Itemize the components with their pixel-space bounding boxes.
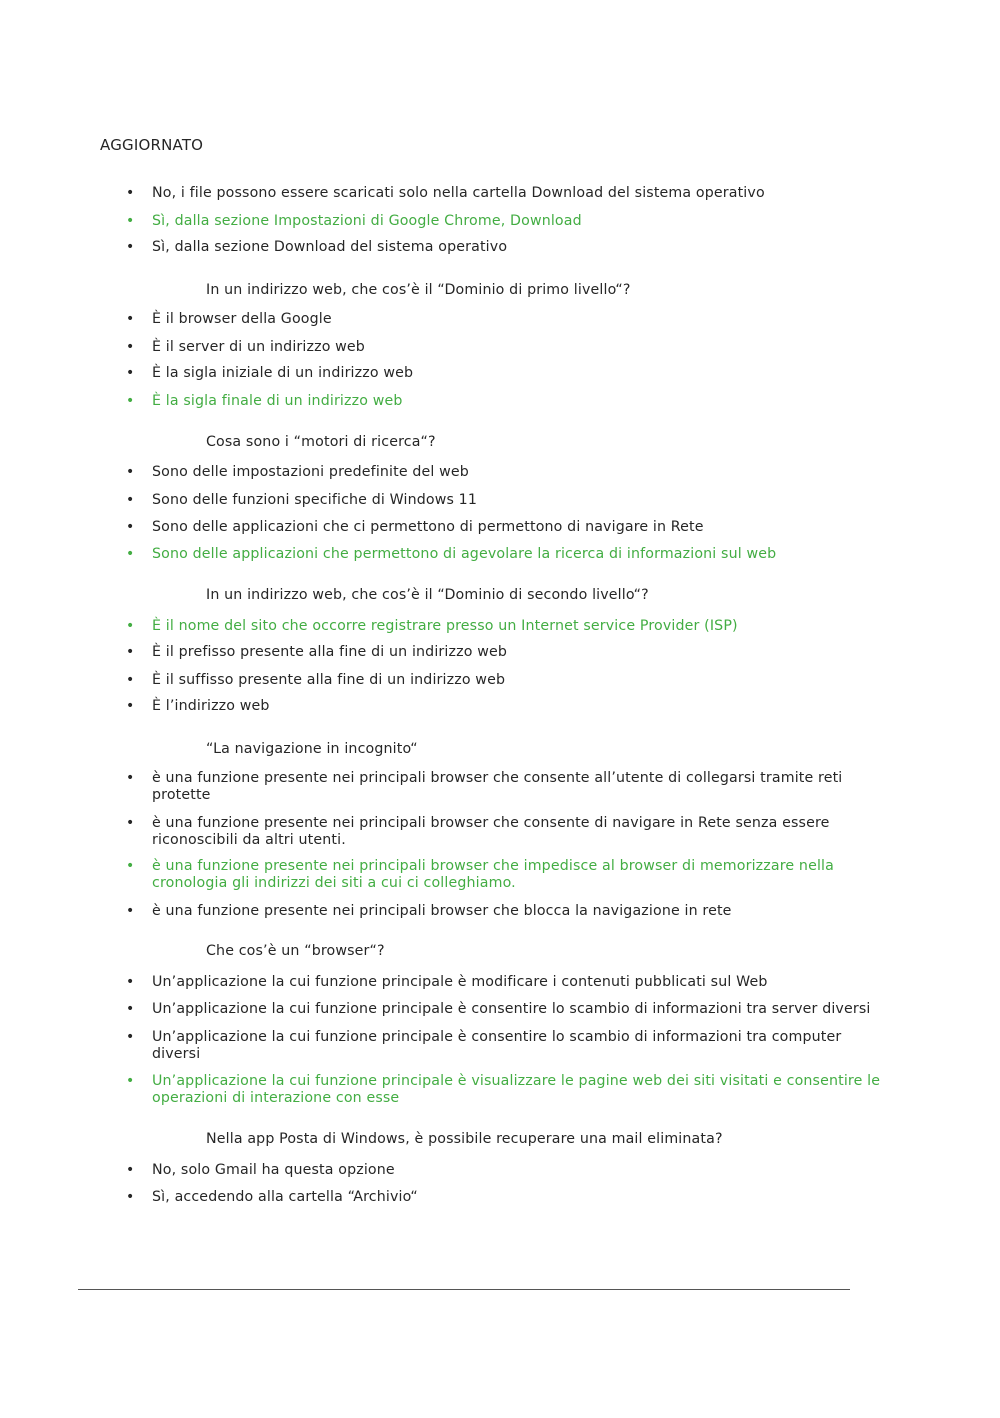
answer-item xyxy=(126,239,886,256)
question-text: Cosa sono i “motori di ricerca“? xyxy=(206,434,436,450)
answer-text: è una funzione presente nei principali browser che consente all’utente di collegarsi tramite reti protette xyxy=(152,770,843,803)
question-text: In un indirizzo web, che cos’è il “Dominio di secondo livello“? xyxy=(206,587,649,603)
answer-item xyxy=(126,339,886,356)
answer-item xyxy=(126,1001,886,1018)
answer-text: È il suffisso presente alla fine di un indirizzo web xyxy=(152,672,506,688)
answer-item xyxy=(126,770,886,804)
answer-text: È il server di un indirizzo web xyxy=(152,339,365,355)
answer-item xyxy=(126,903,886,920)
answer-text: Sì, dalla sezione Impostazioni di Google Chrome, Download xyxy=(152,213,582,229)
answer-item xyxy=(126,1162,886,1179)
bullet-icon: • xyxy=(126,492,135,508)
question-text: Che cos’è un “browser“? xyxy=(206,943,385,959)
answer-item-correct xyxy=(126,546,886,563)
answer-text: Sì, accedendo alla cartella “Archivio“ xyxy=(152,1189,418,1205)
answer-text: Un’applicazione la cui funzione principale è modificare i contenuti pubblicati sul Web xyxy=(152,974,768,990)
bullet-icon: • xyxy=(126,974,135,990)
bullet-icon: • xyxy=(126,213,135,229)
question-text: Nella app Posta di Windows, è possibile recuperare una mail eliminata? xyxy=(206,1131,723,1147)
answer-text: Un’applicazione la cui funzione principale è visualizzare le pagine web dei siti visitati e consentire le operazioni di interazione con esse xyxy=(152,1073,881,1106)
bullet-icon: • xyxy=(126,464,135,480)
answer-item-correct xyxy=(126,618,886,635)
answer-text: Un’applicazione la cui funzione principale è consentire lo scambio di informazioni tra computer diversi xyxy=(152,1029,842,1062)
answer-item xyxy=(126,185,886,202)
answer-text: No, i file possono essere scaricati solo nella cartella Download del sistema operativo xyxy=(152,185,765,201)
bullet-icon: • xyxy=(126,239,135,255)
answer-item xyxy=(126,519,886,536)
answer-text: Sono delle impostazioni predefinite del web xyxy=(152,464,469,480)
answer-text: Sì, dalla sezione Download del sistema operativo xyxy=(152,239,508,255)
bullet-icon: • xyxy=(126,1162,135,1178)
answer-item-correct xyxy=(126,858,886,892)
bullet-icon: • xyxy=(126,903,135,919)
answer-item xyxy=(126,672,886,689)
footer-divider xyxy=(78,1289,850,1290)
answer-text: È la sigla iniziale di un indirizzo web xyxy=(152,365,414,381)
bullet-icon: • xyxy=(126,519,135,535)
bullet-icon: • xyxy=(126,858,135,874)
answer-text: È la sigla finale di un indirizzo web xyxy=(152,393,403,409)
answer-item xyxy=(126,974,886,991)
bullet-icon: • xyxy=(126,365,135,381)
question-text: In un indirizzo web, che cos’è il “Dominio di primo livello“? xyxy=(206,282,631,298)
bullet-icon: • xyxy=(126,815,135,831)
bullet-icon: • xyxy=(126,311,135,327)
bullet-icon: • xyxy=(126,339,135,355)
answer-text: È l’indirizzo web xyxy=(152,698,270,714)
bullet-icon: • xyxy=(126,672,135,688)
answer-text: No, solo Gmail ha questa opzione xyxy=(152,1162,395,1178)
answer-item-correct xyxy=(126,1073,886,1107)
answer-text: è una funzione presente nei principali browser che impedisce al browser di memorizzare nella cronologia gli indirizzi dei siti a cui ci colleghiamo. xyxy=(152,858,834,891)
answer-item xyxy=(126,644,886,661)
bullet-icon: • xyxy=(126,1189,135,1205)
answer-text: Sono delle funzioni specifiche di Windows 11 xyxy=(152,492,478,508)
answer-text: è una funzione presente nei principali browser che consente di navigare in Rete senza essere riconoscibili da altri utenti. xyxy=(152,815,830,848)
bullet-icon: • xyxy=(126,618,135,634)
answer-item xyxy=(126,365,886,382)
answer-item xyxy=(126,1189,886,1206)
answer-item xyxy=(126,1029,886,1063)
answer-text: È il nome del sito che occorre registrare presso un Internet service Provider (ISP) xyxy=(152,618,738,634)
answer-item xyxy=(126,492,886,509)
question-text: “La navigazione in incognito“ xyxy=(206,741,418,757)
answer-item xyxy=(126,311,886,328)
answer-item xyxy=(126,698,886,715)
answer-text: Sono delle applicazioni che ci permettono di permettono di navigare in Rete xyxy=(152,519,704,535)
bullet-icon: • xyxy=(126,644,135,660)
answer-text: Un’applicazione la cui funzione principale è consentire lo scambio di informazioni tra server diversi xyxy=(152,1001,871,1017)
bullet-icon: • xyxy=(126,1073,135,1089)
bullet-icon: • xyxy=(126,393,135,409)
answer-text: È il prefisso presente alla fine di un indirizzo web xyxy=(152,644,507,660)
answer-text: Sono delle applicazioni che permettono di agevolare la ricerca di informazioni sul web xyxy=(152,546,777,562)
answer-item xyxy=(126,464,886,481)
answer-item-correct xyxy=(126,393,886,410)
bullet-icon: • xyxy=(126,1001,135,1017)
bullet-icon: • xyxy=(126,698,135,714)
bullet-icon: • xyxy=(126,770,135,786)
bullet-icon: • xyxy=(126,546,135,562)
answer-item-correct xyxy=(126,213,886,230)
bullet-icon: • xyxy=(126,1029,135,1045)
answer-text: è una funzione presente nei principali browser che blocca la navigazione in rete xyxy=(152,903,732,919)
answer-text: È il browser della Google xyxy=(152,311,332,327)
document-header: AGGIORNATO xyxy=(100,136,204,154)
bullet-icon: • xyxy=(126,185,135,201)
answer-item xyxy=(126,815,886,849)
